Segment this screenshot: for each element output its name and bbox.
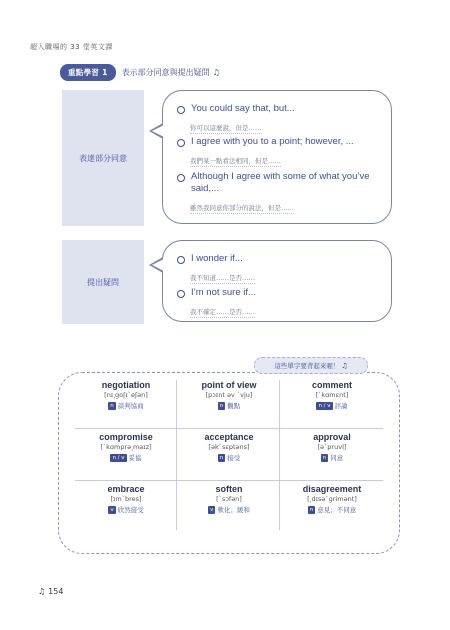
- section-badge: 重點學習 1: [60, 64, 116, 81]
- music-note-icon: ♫: [38, 587, 46, 596]
- phrase-item: [177, 171, 377, 214]
- vocab-word: negotiation: [101, 380, 151, 390]
- bullet-circle-icon: [177, 256, 185, 264]
- vocab-ipa: [əˋpruvḷ]: [317, 443, 347, 451]
- vocab-word: embrace: [107, 484, 145, 494]
- vocab-ipa: [ɪmˋbres]: [110, 495, 142, 503]
- vocab-meaning: 同意: [330, 454, 344, 462]
- vocab-word: point of view: [201, 380, 257, 390]
- vocab-meaning: 觀點: [227, 402, 241, 410]
- phrase-chinese: 雖然我同意你部分的說法，但是……: [190, 204, 294, 212]
- vocab-meaning: 意見；不同意: [317, 506, 357, 514]
- vocab-meaning: 軟化；緩和: [217, 506, 250, 514]
- section-header: [60, 64, 220, 80]
- group-label-box: [62, 240, 144, 324]
- section-title: 表示部分同意與提出疑問: [121, 67, 210, 77]
- phrase-item: [177, 287, 256, 318]
- vocab-ipa: [pɔɪnt əv ˋvju]: [205, 391, 253, 399]
- vocab-ipa: [ˋkɑmprə͵maɪz]: [100, 443, 152, 451]
- vocab-meaning: 談判協商: [117, 402, 144, 410]
- page-number-text: 154: [48, 587, 64, 596]
- bullet-circle-icon: [177, 106, 185, 114]
- vocab-item: [281, 484, 383, 534]
- speech-bubble: [162, 90, 392, 224]
- phrase-item: [177, 253, 255, 284]
- vocab-meaning-row: [281, 453, 383, 462]
- phrase-english: I’m not sure if...: [191, 287, 256, 298]
- vocab-ipa: [ˋkɑmɛnt]: [315, 391, 349, 399]
- part-of-speech: n / v: [112, 454, 125, 461]
- grid-divider: [176, 380, 177, 530]
- page-number: [38, 587, 63, 596]
- bullet-circle-icon: [177, 174, 185, 182]
- vocab-meaning-row: [178, 505, 280, 514]
- music-note-icon[interactable]: ♫: [212, 67, 220, 77]
- speech-bubble: [162, 240, 392, 322]
- phrase-chinese: 我們某一點看法相同，但是……: [190, 157, 281, 165]
- vocab-word: approval: [313, 432, 351, 442]
- part-of-speech: n: [322, 454, 327, 461]
- grid-divider: [75, 480, 383, 481]
- vocab-meaning-row: [75, 453, 177, 462]
- vocab-item: [178, 484, 280, 534]
- group-label: 提出疑問: [87, 277, 119, 287]
- phrase-english: Although I agree with some of what you’ve said,...: [191, 171, 370, 194]
- vocab-meaning: 妥協: [128, 454, 142, 462]
- part-of-speech: v: [210, 506, 214, 513]
- grid-divider: [75, 428, 383, 429]
- music-note-icon[interactable]: ♫: [341, 361, 348, 370]
- vocab-meaning-row: [75, 505, 177, 514]
- phrase-english: I agree with you to a point; however, ...: [191, 136, 354, 147]
- vocab-item: [178, 432, 280, 482]
- phrase-english: You could say that, but...: [191, 103, 295, 114]
- vocab-meaning-row: [75, 401, 177, 410]
- phrase-chinese: 我不確定……是否……: [190, 308, 255, 316]
- vocab-meaning-row: [281, 401, 383, 410]
- phrase-item: [177, 136, 354, 167]
- bullet-circle-icon: [177, 139, 185, 147]
- vocab-ipa: [ˋsɔfən]: [216, 495, 242, 503]
- part-of-speech: n: [219, 402, 224, 409]
- vocab-ipa: [͵dɪsəˋgrimənt]: [307, 495, 357, 503]
- vocab-title-pill: [254, 357, 368, 374]
- phrase-chinese: 我不知道……是否……: [190, 274, 255, 282]
- part-of-speech: v: [110, 506, 114, 513]
- vocab-item: [281, 432, 383, 482]
- vocab-meaning: 評論: [334, 402, 348, 410]
- vocab-word: soften: [215, 484, 243, 494]
- vocab-meaning-row: [178, 401, 280, 410]
- vocab-ipa: [nɪ͵goʃɪˋeʃən]: [104, 391, 148, 399]
- group-label: 表達部分同意: [79, 153, 127, 163]
- group-label-box: [62, 90, 144, 226]
- part-of-speech: n / v: [318, 402, 331, 409]
- part-of-speech: n: [309, 506, 314, 513]
- phrase-item: [177, 103, 295, 134]
- running-header: 超入職場的 33 堂英文課: [30, 43, 113, 51]
- vocab-meaning-row: [281, 505, 383, 514]
- vocab-word: comment: [311, 380, 352, 390]
- part-of-speech: n: [219, 454, 224, 461]
- vocab-meaning-row: [178, 453, 280, 462]
- part-of-speech: n: [110, 402, 114, 409]
- vocab-item: [75, 484, 177, 534]
- vocab-ipa: [əkˋsɛptəns]: [208, 443, 250, 451]
- vocab-word: compromise: [99, 432, 153, 442]
- vocab-item: [178, 380, 280, 430]
- bullet-circle-icon: [177, 290, 185, 298]
- grid-divider: [279, 380, 280, 530]
- vocab-word: acceptance: [204, 432, 254, 442]
- vocab-item: [75, 380, 177, 430]
- vocab-item: [281, 380, 383, 430]
- vocab-word: disagreement: [302, 484, 362, 494]
- phrase-english: I wonder if...: [191, 253, 243, 264]
- vocab-item: [75, 432, 177, 482]
- vocab-meaning: 接受: [227, 454, 241, 462]
- phrase-chinese: 你可以這麼說，但是……: [190, 124, 262, 132]
- vocab-meaning: 欣然接受: [117, 506, 144, 514]
- vocab-title: 這些單字要背起來喔！: [274, 362, 340, 370]
